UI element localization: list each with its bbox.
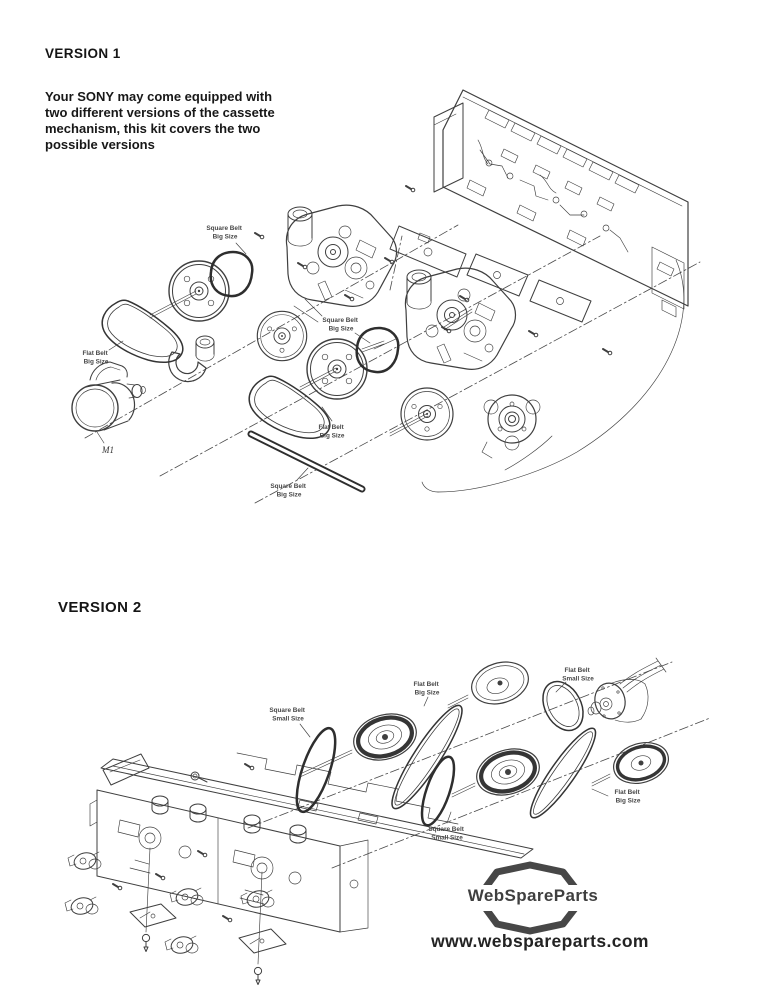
motor-m1-label: M1	[102, 445, 114, 455]
pinch-rollers	[152, 796, 306, 843]
belt-label-flat-big-1: Flat Belt Big Size	[82, 350, 109, 366]
belt-label-flat-small: Flat Belt Small Size	[562, 667, 594, 683]
belt-label-square-big-2: Square Belt Big Size	[322, 317, 358, 333]
belt-square-small-1	[289, 724, 343, 816]
base-plate-outline	[422, 260, 684, 492]
motor-m1	[72, 362, 146, 443]
clutch-piece	[169, 336, 214, 382]
intro-line: two different versions of the cassette	[45, 105, 275, 120]
version1-diagram	[72, 90, 700, 503]
pulley-right	[609, 736, 674, 790]
intro-line: Your SONY may come equipped with	[45, 89, 273, 104]
flywheel-4	[401, 388, 453, 440]
version2-heading: VERSION 2	[58, 599, 142, 616]
intro-line: possible versions	[45, 137, 155, 152]
belt-label-square-big-3: Square Belt Big Size	[270, 483, 306, 499]
version1-heading: VERSION 1	[45, 46, 121, 61]
belt-square-big-1	[211, 252, 253, 296]
belt-label-square-big-1: Square Belt Big Size	[206, 225, 242, 241]
belt-square-big-long	[251, 434, 362, 489]
website-url: www.webspareparts.com	[431, 931, 649, 951]
version2-labels	[269, 667, 641, 842]
pulley-upper	[466, 655, 533, 710]
rotor-gear	[482, 395, 540, 458]
belt-flat-small	[535, 675, 591, 738]
belt-label-flat-big-v2-2: Flat Belt Big Size	[614, 789, 641, 805]
shafts-v2	[300, 695, 610, 797]
belt-square-big-2	[357, 328, 399, 372]
head-assembly-2	[405, 268, 515, 369]
chassis-plate	[434, 90, 688, 317]
mount-brackets	[390, 226, 591, 322]
belt-label-square-small-1: Square Belt Small Size	[269, 707, 305, 723]
belt-label-flat-big-2: Flat Belt Big Size	[318, 424, 345, 440]
belt-label-flat-big-v2-1: Flat Belt Big Size	[413, 681, 440, 697]
shafts-and-screws	[150, 186, 612, 436]
logo-brand-text: WebSpareParts	[467, 886, 599, 905]
flywheel-1	[169, 261, 229, 321]
flywheel-2	[257, 311, 306, 360]
flywheel-v2-2	[471, 742, 545, 803]
belt-label-square-small-2: Square Belt Small Size	[428, 826, 464, 842]
belt-flat-big-1	[102, 300, 183, 362]
intro-line: mechanism, this kit covers the two	[45, 121, 261, 136]
